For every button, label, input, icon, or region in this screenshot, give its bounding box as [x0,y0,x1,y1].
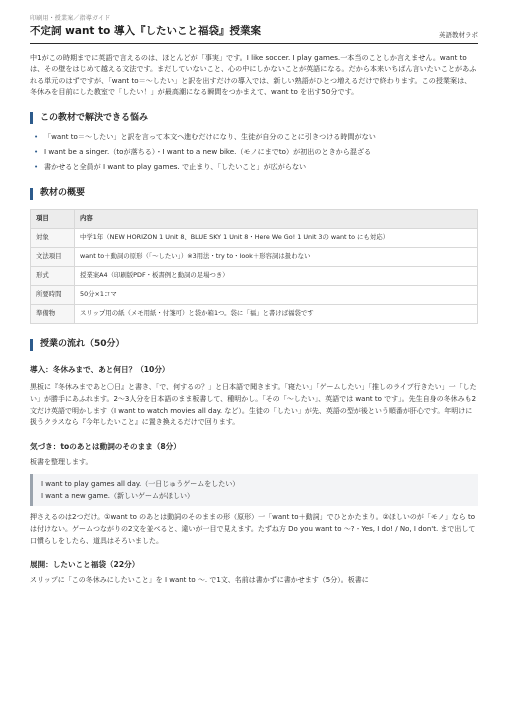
step-text-activity: スリップに「この冬休みにしたいこと」を I want to 〜. で1文、名前は書かずに書かせます（5分）。板書に [30,576,369,585]
section-accent-bar [30,112,33,124]
step-title-notice: 気づき：toのあとは動詞のそのまま（8分） [30,442,181,452]
list-item-text: I want be a singer.（toが落ちる）・I want to a new bike.（モノにまでto）が初出のときから混ざる [44,147,372,157]
step-text-intro: 黒板に『冬休みまであと〇日』と書き、「で、何するの？」と日本語で聞きます。「寝たい」「ゲームしたい」「推しのライブ行きたい」一「したい」が勝手にあふれます。2〜3人分を日本語のまま板書して、種明かし。「その「〜したい」、英語では want to です」。先生自身の冬休みも2文だけ英語で明かします（I want to watch movies all day. など）。生徒の「したい」が先、英語の型が後という順番が肝心です。年明けに扱うクラスなら『今年したいこと』に置き換えるだけで回ります。 [30,383,477,427]
bullet-dot-icon: • [34,162,39,172]
list-item [30,132,478,143]
title-row [30,23,478,39]
site-name: 英語教材ラボ [439,30,478,39]
column-header: 内容 [75,210,478,229]
page-title: 不定詞 want to 導入『したいこと福袋』授業案 [30,25,261,38]
table-row [31,286,478,305]
overview-table [30,209,478,324]
table-header-row [31,210,478,229]
table-cell-key: 文法項目 [31,248,75,267]
section-heading-problems [30,112,478,126]
table-row [31,267,478,286]
step-title-activity: 展開：したいこと福袋（22分） [30,560,140,570]
table-cell-key: 形式 [31,267,75,286]
list-item-text: 「want to＝〜したい」と訳を言って本文へ進むだけになり、生徒が自分のことに引きつける時間がない [44,132,376,142]
breadcrumb: 印刷用・授業案／指導ガイド [30,15,111,22]
list-item-text: 書かせると全員が I want to play games. で止まり、「したいこと」が広がらない [44,162,307,172]
section-title: 授業の流れ（50分） [40,339,125,350]
section-accent-bar [30,188,33,200]
table-row [31,248,478,267]
table-cell-key: 所要時間 [31,286,75,305]
list-item [30,147,478,158]
example-sentence-box [30,474,478,507]
section-heading-overview [30,187,478,201]
step-lead-notice: 板書を整理します。 [30,457,93,466]
bullet-dot-icon: • [34,147,39,157]
column-header: 項目 [31,210,75,229]
example-sentence: I want a new game.（新しいゲームがほしい） [41,491,195,500]
table-cell-key: 対象 [31,229,75,248]
table-cell-value: want to＋動詞の原形（「〜したい」）※3用法・try to・look＋形容詞は扱わない [75,248,478,267]
step-title-intro: 導入：冬休みまで、あと何日？（10分） [30,365,170,375]
step-text-notice: 押さえるのは2つだけ。①want to のあとは動詞のそのままの形（原形）一「want to＋動詞」でひとかたまり。②ほしいのが「モノ」なら to は付けない。ゲームつながりの2文を並べると、違いが一目で見えます。たずね方 Do you want to 〜? - Yes, I do! / No, I don't. まで出して口慣らしをしたら、道具はそろいました。 [30,513,476,545]
table-cell-value: 中学1年（NEW HORIZON 1 Unit 8、BLUE SKY 1 Unit 8・Here We Go! 1 Unit 3の want to にも対応） [75,229,478,248]
table-cell-value: 50分×1コマ [75,286,478,305]
section-accent-bar [30,339,33,351]
table-row [31,229,478,248]
table-cell-key: 準備物 [31,305,75,324]
intro-paragraph: 中1がこの時期までに英語で言えるのは、ほとんどが「事実」です。I like soccer. I play games.一本当のことしか言えません。want to は、その壁をはじめて越える文法です。まだしていないこと、心の中にしかないことが英語になる。だから本来いちばん言いたいことがあふれる単元のはずですが、「want to＝〜したい」と訳を出すだけの導入では、新しい熟語がひとつ増えるだけで終わります。この授業案は、冬休みを目前にした教室で「したい！」が最高潮になる瞬間をつかまえて、want to を出す50分です。 [30,52,477,97]
table-cell-value: スリップ用の紙（メモ用紙・付箋可）と袋か箱1つ。袋に「福」と書けば福袋です [75,305,478,324]
example-sentence: I want to play games all day.（一日じゅうゲームをしたい） [41,479,240,488]
section-heading-flow [30,338,478,352]
bullet-dot-icon: • [34,132,39,142]
section-title: この教材で解決できる悩み [40,112,149,123]
page-header [30,14,478,44]
problem-list [30,132,478,173]
table-row [31,305,478,324]
list-item [30,162,478,173]
table-cell-value: 授業案A4（印刷版PDF・板書例と動詞の足場つき） [75,267,478,286]
section-title: 教材の概要 [40,188,86,199]
